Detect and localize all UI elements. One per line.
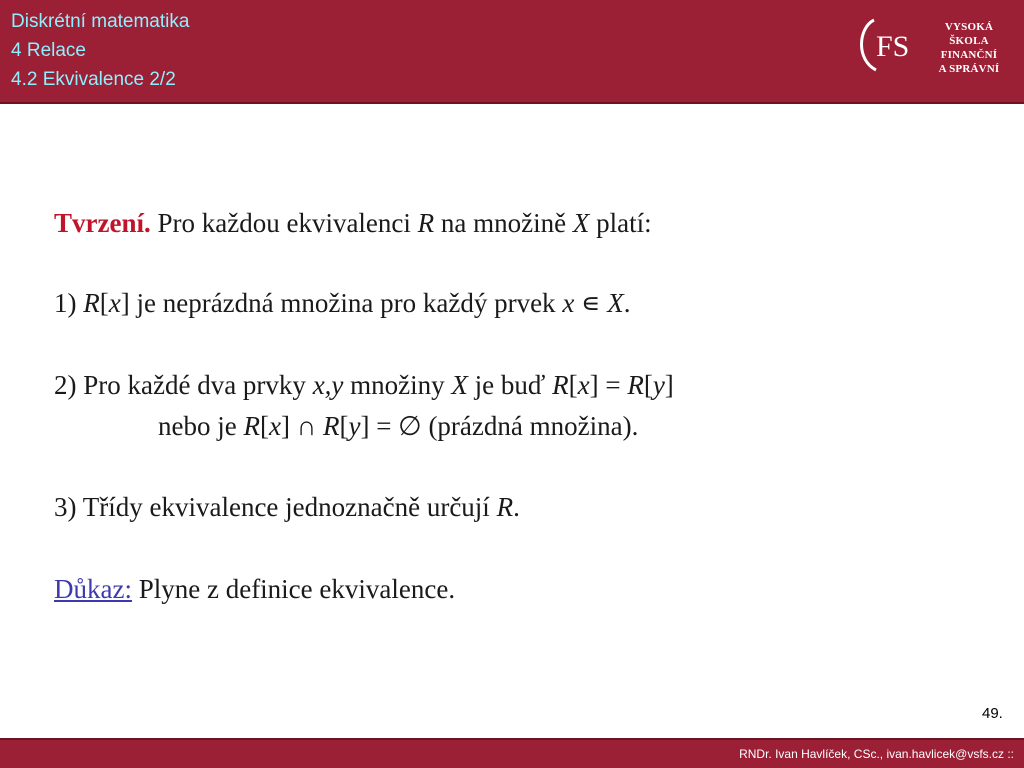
claim-set: X bbox=[572, 208, 590, 238]
proof-link[interactable]: Důkaz: bbox=[54, 574, 132, 604]
bracket: [ bbox=[99, 288, 109, 318]
element-of-symbol: ∊ bbox=[574, 288, 608, 318]
school-logo bbox=[852, 14, 1018, 76]
claim-label: Tvrzení. bbox=[54, 208, 151, 238]
item-2-or-text: nebo je bbox=[158, 411, 244, 441]
item-2-set: X bbox=[451, 370, 468, 400]
item-1 bbox=[54, 288, 630, 319]
fs-monogram-icon bbox=[852, 14, 924, 76]
item-2-relation-4: R bbox=[322, 411, 340, 441]
item-1-set: X bbox=[607, 288, 624, 318]
proof-line bbox=[54, 574, 455, 605]
intersection-symbol: ] ∩ bbox=[280, 411, 323, 441]
slide-footer bbox=[0, 738, 1024, 768]
item-1-var-x: x bbox=[108, 288, 121, 318]
item-2-text-3: je buď bbox=[467, 370, 553, 400]
claim-text: Pro každou ekvivalenci bbox=[150, 208, 418, 238]
logo-line-3: A SPRÁVNÍ bbox=[938, 63, 1000, 75]
item-2-line-2 bbox=[158, 411, 638, 442]
logo-line-2: FINANČNÍ bbox=[940, 49, 998, 61]
item-2-relation: R bbox=[552, 370, 569, 400]
footer-author: RNDr. Ivan Havlíček, CSc., ivan.havlicek@vsfs.cz :: bbox=[739, 747, 1014, 761]
bracket: [ bbox=[568, 370, 578, 400]
item-3-relation: R bbox=[496, 492, 514, 522]
logo-text bbox=[924, 20, 1014, 76]
bracket: [ bbox=[643, 370, 653, 400]
bracket: ] bbox=[664, 370, 674, 400]
item-1-end: . bbox=[623, 288, 631, 318]
item-2-text-2: množiny bbox=[343, 370, 452, 400]
item-2 bbox=[54, 370, 674, 401]
proof-text: Plyne z definice ekvivalence. bbox=[131, 574, 456, 604]
item-2-var-x: x bbox=[577, 370, 590, 400]
page-number: 49. bbox=[982, 705, 1003, 722]
item-1-number: 1) bbox=[54, 288, 84, 318]
claim-text-2: na množině bbox=[434, 208, 573, 238]
item-1-var-x2: x bbox=[562, 288, 575, 318]
bracket: [ bbox=[259, 411, 269, 441]
item-2-var-y: y bbox=[652, 370, 665, 400]
item-3 bbox=[54, 492, 520, 523]
item-2-vars: x,y bbox=[312, 370, 344, 400]
item-1-text: je neprázdná množina pro každý prvek bbox=[129, 288, 563, 318]
item-3-end: . bbox=[513, 492, 520, 522]
claim-line bbox=[54, 208, 652, 239]
equals-symbol: ] = bbox=[589, 370, 628, 400]
chapter-title: 4 Relace bbox=[11, 40, 86, 61]
bracket: ] bbox=[120, 288, 130, 318]
slide-header bbox=[0, 0, 1024, 102]
item-2-var-x2: x bbox=[268, 411, 281, 441]
bracket: [ bbox=[339, 411, 349, 441]
header-titles bbox=[11, 7, 189, 94]
item-2-relation-3: R bbox=[243, 411, 260, 441]
item-3-text: 3) Třídy ekvivalence jednoznačně určují bbox=[54, 492, 497, 522]
claim-relation: R bbox=[417, 208, 435, 238]
logo-monogram: FS bbox=[876, 30, 910, 63]
item-2-var-y2: y bbox=[348, 411, 361, 441]
header-divider bbox=[0, 102, 1024, 104]
logo-line-1: VYSOKÁ ŠKOLA bbox=[944, 21, 994, 47]
empty-set-text: ] = ∅ (prázdná množina). bbox=[360, 411, 639, 441]
item-2-relation-2: R bbox=[627, 370, 644, 400]
section-title: 4.2 Ekvivalence 2/2 bbox=[11, 69, 176, 90]
course-title: Diskrétní matematika bbox=[11, 11, 190, 32]
item-2-text: 2) Pro každé dva prvky bbox=[54, 370, 313, 400]
claim-text-3: platí: bbox=[589, 208, 652, 238]
item-1-relation: R bbox=[83, 288, 100, 318]
